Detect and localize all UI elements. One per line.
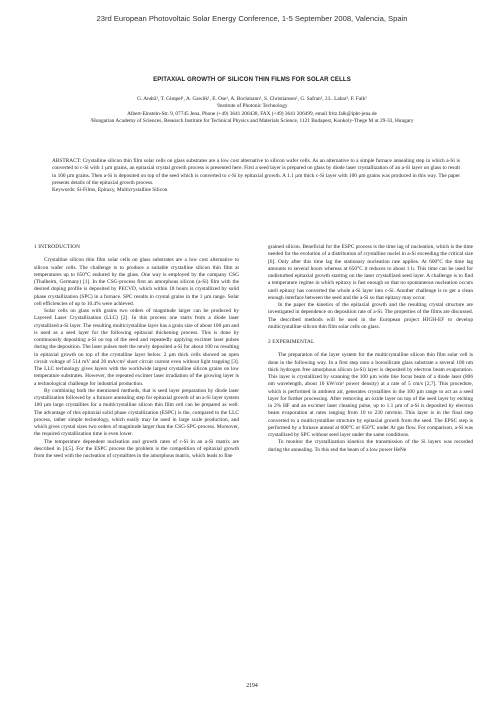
paragraph: The preparation of the layer system for the multicrystalline silicon thin film solar cell is done in the following way. In a first step onto a borosilicate glass substrate a several 100 nm thick hydrogen free amorphous silicon (a-Si) layer is deposited by electron beam evaporation. This layer is crystallized by scanning the 100 µm wide line focus beam of a diode laser (806 nm wavelength, about 10 kW/cm² power density) at a rate of 5 cm/s [2,7]. This procedure, which is performed in ambient air, generates crystallites in the 100 µm range to act as a seed layer for further processing. After removing an oxide layer on top of the seed layer by etching in 2% HF and an excimer laser cleaning pulse, up to 1.1 µm of a-Si is deposited by electron beam evaporation at rates ranging from 10 to 230 nm/min. This layer is in the final step converted to a multicrystalline structure by epitaxial growth from the seed. The EPSC step is performed by a furnace anneal at 600°C or 650°C under Ar gas flow. For comparison, a-Si was crystallized by SPC without seed layer under the same conditions. (268, 352, 473, 438)
paragraph: Solar cells on glass with grains two orders of magnitude larger can be produced by Layered Laser Crystallization (LLC) [2]. In this process one starts from a diode laser crystallized a-Si layer. The resulting multicrystalline layer has a grain size of about 100 µm and is used as a seed layer for the following epitaxial thickening process. This is done by continuously depositing a-Si on top of the seed and repeatedly applying excimer laser pulses during the deposition. The laser pulses melt the newly deposited a-Si for about 100 ns resulting in epitaxial growth on top of the crystalline layer below. 2 µm thick cells showed an open circuit voltage of 514 mV and 20 mA/cm² short circuit current even without light trapping [3]. The LLC technology gives layers with the worldwide largest crystalline silicon grains on low temperature substrates. However, the repeated excimer laser irradiation of the growing layer is a technological challenge for industrial production. (34, 308, 239, 387)
paragraph: The temperature dependent nucleation and growth rates of c-Si in an a-Si matrix are described in [4,5]. For the ESPC process the problem is the competition of epitaxial growth from the seed with the nucleation of crystallites in the amorphous matrix, which leads to fine (34, 438, 239, 459)
abstract-block (52, 158, 460, 194)
affiliation-2: ²Hungarian Academy of Sciences, Research Institute for Technical Physics and Materials Science, 1121 Budapest, Konkoly-Thege M ut 29-33, Hungary (90, 117, 414, 124)
author-list: G. Andrä¹, T. Gimpel¹, A. Gawlik¹, E. Ose¹, A. Bochmann¹, S. Christiansen¹, G. Safran², J.L. Labar², F. Falk¹ (137, 96, 367, 102)
paragraph: Crystalline silicon thin film solar cells on glass substrates are a low cost alternative to silicon wafer cells. The challenge is to produce a suitable crystalline silicon thin film at temperatures up to 650°C endured by the glass. One way is employed by the company CSG (Thalheim, Germany) [1]. In the CSG-process first an amorphous silicon (a-Si) film with the desired doping profile is deposited by PECVD, which within 18 hours is crystallized by solid phase crystallization (SPC) in a furnace. SPC results in crystal grains in the 1 µm range. Solar cell efficiencies of up to 10.4% were achieved. (34, 257, 239, 307)
author-block (40, 96, 464, 125)
paragraph: In the paper the kinetics of the epitaxial growth and the resulting crystal structure are investigated in dependence on deposition rate of a-Si. The properties of the films are discussed. The described methods will be used in the European project HIGH-EF to develop multicrystalline silicon thin film solar cells on glass. (268, 302, 473, 330)
paper-title: EPITAXIAL GROWTH OF SILICON THIN FILMS FOR SOLAR CELLS (153, 76, 351, 83)
section-heading-introduction: 1 INTRODUCTION (34, 244, 81, 250)
paragraph: By combining both the mentioned methods, that is seed layer preparation by diode laser crystallization followed by a furnace annealing step for epitaxial growth of an a-Si layer system 100 µm large crystallites for a multicrystalline silicon thin film cell can be prepared as well. The advantage of this epitaxial solid phase crystallization (ESPC) is the, compared to the LLC process, rather simple technology, which easily may be used in large scale production, and which gives crystal sizes two orders of magnitude larger than the CSG-SPC-process. Moreover, the required crystallization time is even lower. (34, 387, 239, 438)
affiliation-1: ¹Institute of Photonic Technology (216, 103, 288, 110)
affiliation-address: Albert-Einstein-Str. 9, 07745 Jena, Phone (+49) 3641 206438, FAX (+49) 3641 206499, email fritz.falk@ipht-jena.de (127, 110, 377, 117)
left-column (34, 244, 239, 460)
section-gap (268, 331, 473, 339)
right-column (268, 244, 473, 454)
keywords: Keywords: Si-Films, Epitaxy, Multicrystalline Silicon (52, 187, 168, 194)
section-heading-experimental: 2 EXPERIMENTAL (268, 339, 315, 345)
paragraph: To monitor the crystallization kinetics the transmission of the Si layers was recorded during the annealing. To this end the beam of a low power HeNe (268, 439, 473, 453)
abstract-text: ABSTRACT: Crystalline silicon thin film solar cells on glass substrates are a low cost alternative to silicon wafer cells. As an alternative to a simple furnace annealing step in which a-Si is converted to c-Si with 1 µm grains, an epitaxial crystal growth process is presented here. First a seed layer is prepared on glass by diode laser crystallization of an a-Si layer on glass to result in 100 µm grains. Then a-Si is deposited on top of the seed which is converted to c-Si by epitaxial growth. A 1.1 µm thick c-Si layer with 100 µm grains was produced in this way. The paper presents details of the epitaxial growth process. (52, 158, 460, 186)
page-number: 2194 (246, 683, 258, 689)
conference-header: 23rd European Photovoltaic Solar Energy Conference, 1-5 September 2008, Valencia, Spain (96, 14, 408, 23)
paragraph: grained silicon. Beneficial for the ESPC process is the time lag of nucleation, which is the time needed for the evolution of a distribution of crystalline nuclei in a-Si exceeding the critical size [6]. Only after this time lag the stationary nucleation rate applies. At 600°C the time lag amounts to several hours whereas at 650°C it reduces to about 1 h. This time can be used for undisturbed epitaxial growth starting on the laser crystallized seed layer. A challenge is to find a temperature regime in which epitaxy is fast enough so that no spontaneous nucleation occurs until epitaxy has converted the whole a-Si layer into c-Si. Another challenge is to get a clean enough interface between the seed and the a-Si so that epitaxy may occur. (268, 244, 473, 301)
